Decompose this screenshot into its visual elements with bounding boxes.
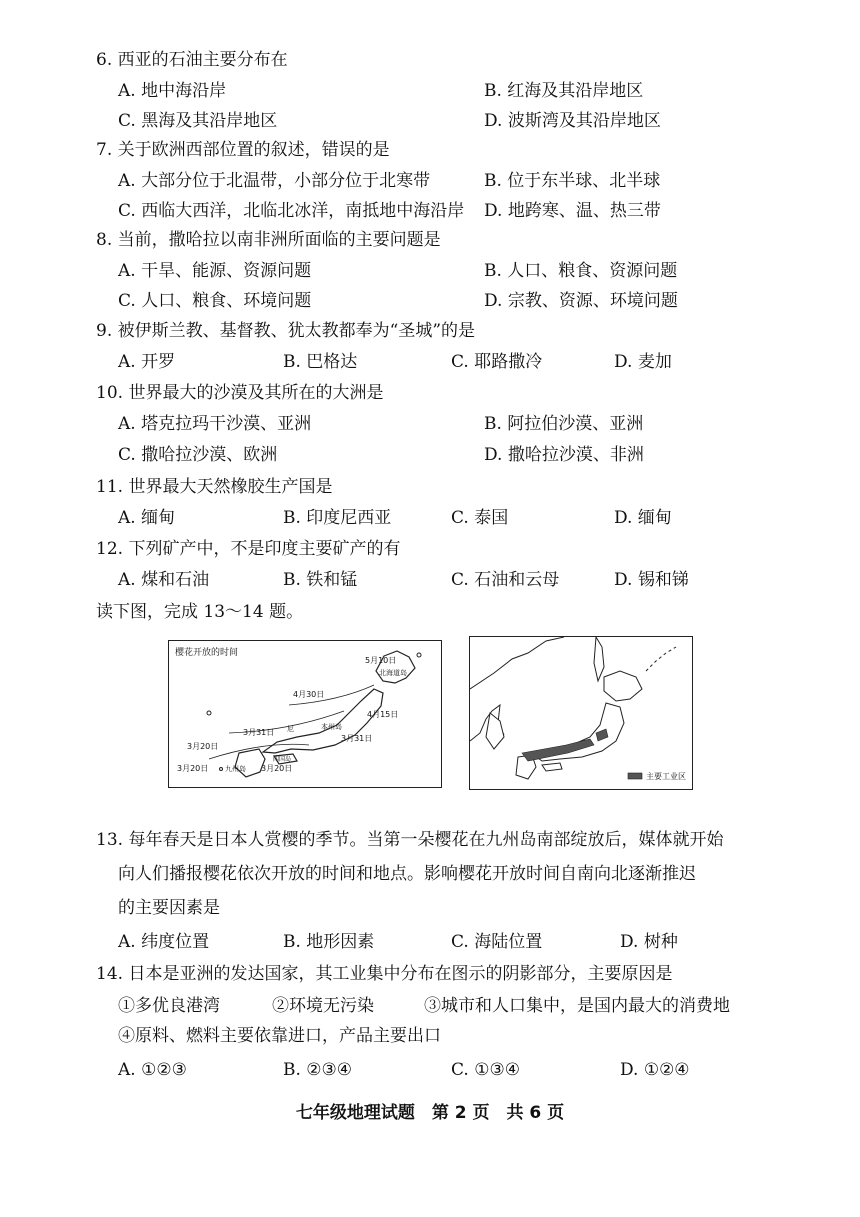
q10-option-d[interactable]: D. 撒哈拉沙漠、非洲: [484, 445, 644, 465]
label-ni: 尼: [287, 725, 294, 733]
question-11-stem: 11. 世界最大天然橡胶生产国是: [96, 477, 333, 497]
label-mar31-west: 3月31日: [243, 728, 275, 737]
q12-option-b[interactable]: B. 铁和锰: [283, 570, 358, 590]
q14-option-c[interactable]: C. ①③④: [451, 1060, 520, 1080]
page-footer: 七年级地理试题 第 2 页 共 6 页: [295, 1103, 565, 1123]
industrial-zone-map-graphic: [470, 637, 692, 789]
label-mar20-south: 3月20日: [261, 764, 293, 773]
industrial-legend-swatch: [628, 773, 642, 779]
q14-item-4: ④原料、燃料主要依靠进口，产品主要出口: [118, 1026, 441, 1046]
question-7-stem: 7. 关于欧洲西部位置的叙述，错误的是: [96, 140, 390, 160]
q11-option-d[interactable]: D. 缅甸: [614, 508, 672, 528]
question-13-stem-line2: 向人们播报樱花依次开放的时间和地点。影响樱花开放时间自南向北逐渐推迟: [118, 864, 696, 884]
q6-option-a[interactable]: A. 地中海沿岸: [118, 81, 227, 101]
q9-option-d[interactable]: D. 麦加: [614, 352, 672, 372]
q12-option-d[interactable]: D. 锡和锑: [614, 570, 689, 590]
q6-option-c[interactable]: C. 黑海及其沿岸地区: [118, 111, 278, 131]
label-hokkaido: 北海道岛: [379, 669, 407, 677]
q14-option-d[interactable]: D. ①②④: [620, 1060, 690, 1080]
q8-option-d[interactable]: D. 宗教、资源、环境问题: [484, 291, 678, 311]
label-mar20-west: 3月20日: [177, 764, 209, 773]
q6-option-d[interactable]: D. 波斯湾及其沿岸地区: [484, 111, 661, 131]
q11-option-c[interactable]: C. 泰国: [451, 508, 509, 528]
label-apr15: 4月15日: [367, 710, 399, 719]
label-shikoku: 四国岛: [273, 756, 292, 763]
q13-option-d[interactable]: D. 树种: [620, 932, 678, 952]
q7-option-d[interactable]: D. 地跨寒、温、热三带: [484, 201, 661, 221]
q14-option-a[interactable]: A. ①②③: [118, 1060, 187, 1080]
q9-option-a[interactable]: A. 开罗: [118, 352, 176, 372]
question-13-stem-line3: 的主要因素是: [118, 898, 220, 918]
q14-item-2: ②环境无污染: [272, 996, 374, 1016]
q7-option-a[interactable]: A. 大部分位于北温带，小部分位于北寒带: [118, 171, 431, 191]
q6-option-b[interactable]: B. 红海及其沿岸地区: [484, 81, 644, 101]
label-honshu: 本州岛: [321, 723, 342, 731]
q12-option-a[interactable]: A. 煤和石油: [118, 570, 210, 590]
label-mar31-east: 3月31日: [341, 734, 373, 743]
question-9-stem: 9. 被伊斯兰教、基督教、犹太教都奉为“圣城”的是: [96, 321, 476, 341]
read-figure-prompt: 读下图，完成 13～14 题。: [96, 602, 304, 622]
label-may10: 5月10日: [365, 656, 397, 665]
q8-option-b[interactable]: B. 人口、粮食、资源问题: [484, 261, 678, 281]
label-kyushu: 九州岛: [225, 765, 246, 773]
cherry-blossom-map-graphic: [169, 641, 441, 787]
question-13-stem-line1: 13. 每年春天是日本人赏樱的季节。当第一朵樱花在九州岛南部绽放后，媒体就开始: [96, 830, 724, 850]
question-14-stem: 14. 日本是亚洲的发达国家，其工业集中分布在图示的阴影部分，主要原因是: [96, 964, 673, 984]
industrial-zone-map: [469, 636, 693, 790]
q8-option-a[interactable]: A. 干旱、能源、资源问题: [118, 261, 312, 281]
question-6-stem: 6. 西亚的石油主要分布在: [96, 50, 288, 70]
cherry-blossom-map: [168, 640, 442, 788]
q7-option-b[interactable]: B. 位于东半球、北半球: [484, 171, 661, 191]
q8-option-c[interactable]: C. 人口、粮食、环境问题: [118, 291, 312, 311]
cherry-map-title: 樱花开放的时间: [175, 648, 239, 658]
q14-option-b[interactable]: B. ②③④: [283, 1060, 353, 1080]
q14-item-3: ③城市和人口集中，是国内最大的消费地: [424, 996, 730, 1016]
q10-option-a[interactable]: A. 塔克拉玛干沙漠、亚洲: [118, 414, 312, 434]
q10-option-c[interactable]: C. 撒哈拉沙漠、欧洲: [118, 445, 278, 465]
q14-item-1: ①多优良港湾: [118, 996, 220, 1016]
q12-option-c[interactable]: C. 石油和云母: [451, 570, 560, 590]
label-apr30: 4月30日: [293, 690, 325, 699]
q11-option-a[interactable]: A. 缅甸: [118, 508, 176, 528]
q7-option-c[interactable]: C. 西临大西洋，北临北冰洋，南抵地中海沿岸: [118, 201, 465, 221]
q13-option-a[interactable]: A. 纬度位置: [118, 932, 210, 952]
industrial-legend-label: 主要工业区: [646, 772, 686, 781]
q13-option-c[interactable]: C. 海陆位置: [451, 932, 543, 952]
label-mar20-north: 3月20日: [187, 742, 219, 751]
question-10-stem: 10. 世界最大的沙漠及其所在的大洲是: [96, 383, 384, 403]
q11-option-b[interactable]: B. 印度尼西亚: [283, 508, 392, 528]
q13-option-b[interactable]: B. 地形因素: [283, 932, 375, 952]
question-12-stem: 12. 下列矿产中，不是印度主要矿产的有: [96, 539, 401, 559]
question-8-stem: 8. 当前，撒哈拉以南非洲所面临的主要问题是: [96, 230, 441, 250]
q9-option-c[interactable]: C. 耶路撒冷: [451, 352, 543, 372]
q9-option-b[interactable]: B. 巴格达: [283, 352, 358, 372]
q10-option-b[interactable]: B. 阿拉伯沙漠、亚洲: [484, 414, 644, 434]
